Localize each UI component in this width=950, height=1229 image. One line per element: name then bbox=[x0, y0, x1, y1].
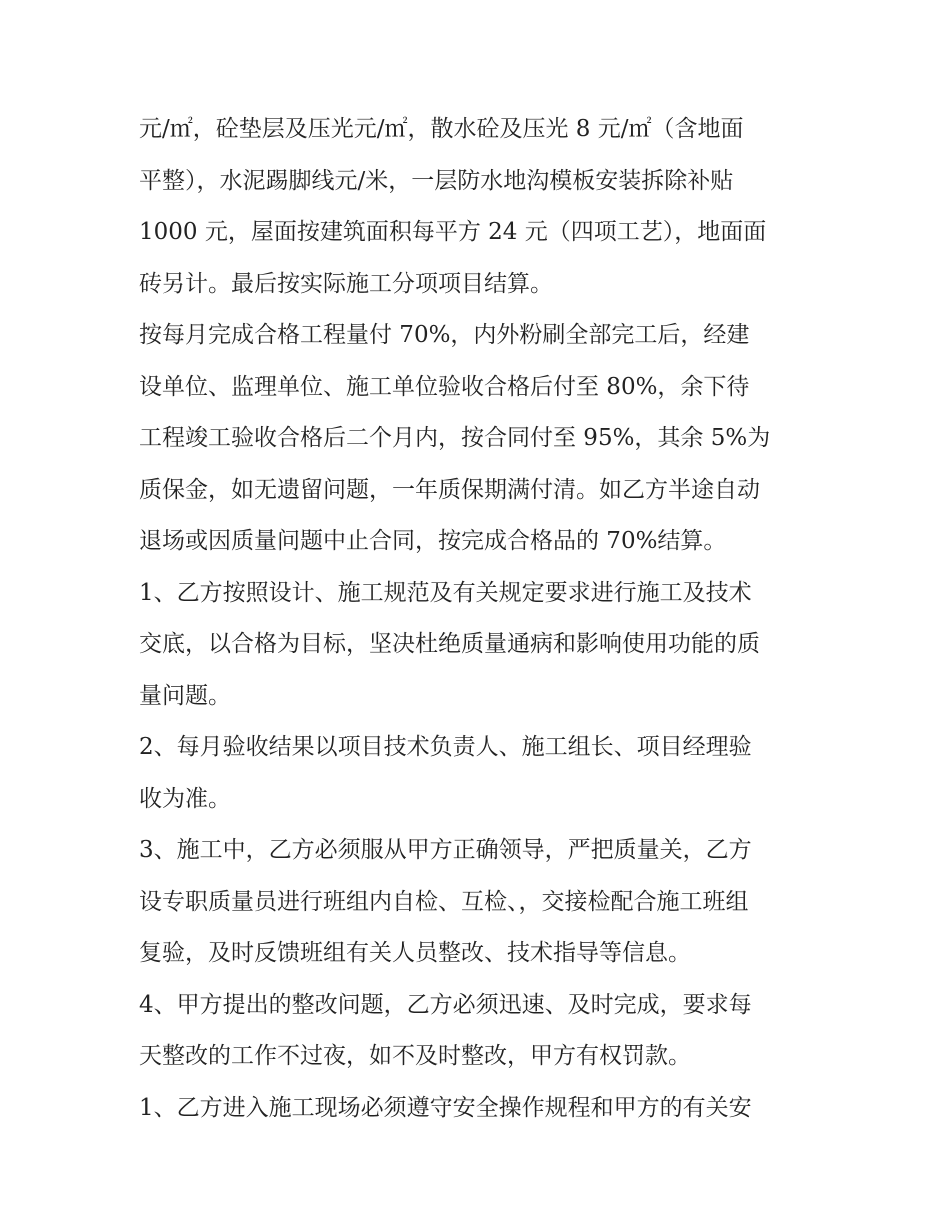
text-line: 设单位、监理单位、施工单位验收合格后付至 80%，余下待 bbox=[139, 373, 750, 400]
text-line: 1000 元，屋面按建筑面积每平方 24 元（四项工艺），地面面 bbox=[139, 219, 767, 245]
text-line: 1、乙方按照设计、施工规范及有关规定要求进行施工及技术 bbox=[139, 579, 752, 606]
text-line: 交底，以合格为目标，坚决杜绝质量通病和影响使用功能的质 bbox=[139, 631, 760, 657]
text-line: 砖另计。最后按实际施工分项项目结算。 bbox=[139, 270, 553, 297]
text-line: 元/㎡，砼垫层及压光元/㎡，散水砼及压光 8 元/㎡（含地面 bbox=[139, 116, 744, 142]
text-line: 复验，及时反馈班组有关人员整改、技术指导等信息。 bbox=[139, 940, 691, 966]
text-line: 量问题。 bbox=[139, 682, 231, 709]
text-line: 3、施工中，乙方必须服从甲方正确领导，严把质量关，乙方 bbox=[139, 837, 752, 863]
text-line: 天整改的工作不过夜，如不及时整改，甲方有权罚款。 bbox=[139, 1043, 691, 1069]
text-line: 质保金，如无遗留问题，一年质保期满付清。如乙方半途自动 bbox=[139, 476, 760, 503]
text-line: 1、乙方进入施工现场必须遵守安全操作规程和甲方的有关安 bbox=[139, 1094, 752, 1121]
text-line: 退场或因质量问题中止合同，按完成合格品的 70%结算。 bbox=[139, 528, 727, 554]
text-line: 设专职质量员进行班组内自检、互检、，交接检配合施工班组 bbox=[139, 888, 749, 915]
text-line: 按每月完成合格工程量付 70%，内外粉刷全部完工后，经建 bbox=[139, 322, 750, 348]
text-line: 平整），水泥踢脚线元/米，一层防水地沟模板安装拆除补贴 bbox=[139, 167, 734, 194]
text-line: 工程竣工验收合格后二个月内，按合同付至 95%，其余 5%为 bbox=[139, 425, 771, 451]
text-line: 4、甲方提出的整改问题，乙方必须迅速、及时完成，要求每 bbox=[139, 991, 752, 1018]
text-line: 收为准。 bbox=[139, 785, 231, 812]
text-line: 2、每月验收结果以项目技术负责人、施工组长、项目经理验 bbox=[139, 734, 752, 760]
document-body bbox=[139, 104, 819, 1134]
